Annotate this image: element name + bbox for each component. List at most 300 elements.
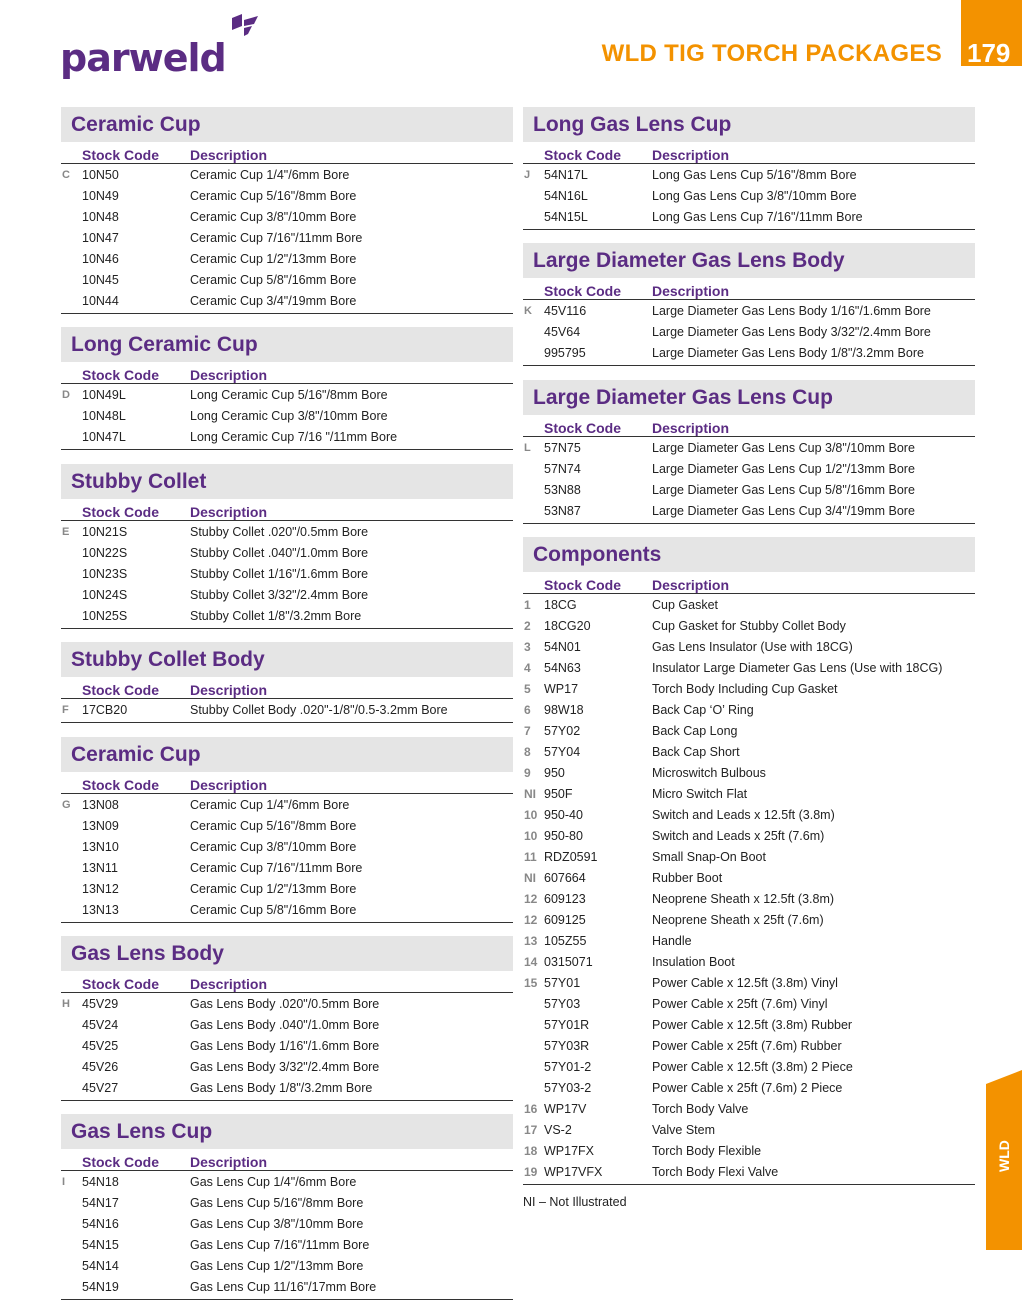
stock-code: 10N23S [82, 566, 128, 581]
description: Valve Stem [652, 1122, 715, 1137]
description: Gas Lens Body 1/8"/3.2mm Bore [190, 1080, 373, 1095]
table-row [61, 1035, 513, 1056]
row-key: H [62, 997, 70, 1010]
stock-code: 54N01 [544, 639, 581, 654]
row-key: C [62, 168, 70, 181]
table-row [61, 815, 513, 836]
section-gas-lens-body [61, 936, 513, 1101]
description: Large Diameter Gas Lens Cup 3/4"/19mm Bore [652, 503, 915, 518]
stock-code: 57N75 [544, 440, 581, 455]
row-key: 2 [524, 618, 531, 633]
stock-code: 10N48 [82, 209, 119, 224]
table-row [523, 300, 975, 321]
table-row [61, 993, 513, 1014]
description: Gas Lens Cup 7/16"/11mm Bore [190, 1237, 370, 1252]
description: Back Cap Short [652, 744, 740, 759]
row-key: 3 [524, 639, 531, 654]
stock-code: 995795 [544, 345, 586, 360]
stock-code: 950 [544, 765, 565, 780]
stock-code: 54N17 [82, 1195, 119, 1210]
stock-code: 13N11 [82, 860, 118, 875]
table-row [61, 248, 513, 269]
row-key: 16 [524, 1101, 538, 1116]
stock-code: 54N16 [82, 1216, 119, 1231]
row-key: 15 [524, 975, 538, 990]
table-row [523, 1098, 975, 1119]
row-key: K [524, 304, 532, 317]
row-key: 18 [524, 1143, 538, 1158]
table-row [523, 206, 975, 227]
description: Large Diameter Gas Lens Body 3/32"/2.4mm Bore [652, 324, 931, 339]
description-header: Description [190, 367, 268, 383]
table-row [61, 878, 513, 899]
description: Torch Body Flexi Valve [652, 1164, 779, 1179]
stock-code-header: Stock Code [544, 283, 622, 299]
row-key: I [62, 1175, 66, 1188]
description: Large Diameter Gas Lens Body 1/8"/3.2mm Bore [652, 345, 924, 360]
table-row [523, 699, 975, 720]
row-key: 5 [524, 681, 531, 696]
stock-code: 10N44 [82, 293, 119, 308]
table-row [523, 762, 975, 783]
table-row [61, 269, 513, 290]
table-row [61, 699, 513, 720]
table-rows [61, 164, 513, 314]
table-rows [61, 993, 513, 1101]
description: Large Diameter Gas Lens Cup 3/8"/10mm Bore [652, 440, 915, 455]
description: Large Diameter Gas Lens Cup 5/8"/16mm Bore [652, 482, 915, 497]
description: Ceramic Cup 5/8"/16mm Bore [190, 902, 357, 917]
description: Stubby Collet 1/8"/3.2mm Bore [190, 608, 362, 623]
table-row [523, 1161, 975, 1182]
table-row [61, 1234, 513, 1255]
table-row [61, 1276, 513, 1297]
description: Ceramic Cup 1/4"/6mm Bore [190, 167, 350, 182]
description: Power Cable x 12.5ft (3.8m) Vinyl [652, 975, 838, 990]
table-row [523, 615, 975, 636]
stock-code: 57Y04 [544, 744, 581, 759]
row-key: F [62, 703, 69, 716]
table-row [61, 384, 513, 405]
stock-code: 105Z55 [544, 933, 587, 948]
table-row [523, 479, 975, 500]
table-row [523, 437, 975, 458]
description-header: Description [190, 976, 268, 992]
description: Stubby Collet 3/32"/2.4mm Bore [190, 587, 369, 602]
description: Gas Lens Body .020"/0.5mm Bore [190, 996, 380, 1011]
section-ceramic-cup-g [61, 737, 513, 923]
section-title: Long Gas Lens Cup [523, 107, 975, 142]
description: Ceramic Cup 5/8"/16mm Bore [190, 272, 357, 287]
table-row [523, 678, 975, 699]
description: Back Cap ‘O’ Ring [652, 702, 754, 717]
stock-code-header: Stock Code [82, 976, 160, 992]
table-row [523, 1077, 975, 1098]
stock-code: WP17FX [544, 1143, 595, 1158]
description: Small Snap-On Boot [652, 849, 766, 864]
stock-code: 57Y03 [544, 996, 581, 1011]
description: Ceramic Cup 3/8"/10mm Bore [190, 839, 357, 854]
table-row [523, 888, 975, 909]
table-row [61, 405, 513, 426]
stock-code: 607664 [544, 870, 586, 885]
description: Stubby Collet .040"/1.0mm Bore [190, 545, 369, 560]
logo-wordmark: parweld [60, 36, 226, 80]
table-row [61, 164, 513, 185]
row-key: NI [524, 786, 536, 801]
section-gas-lens-cup [61, 1114, 513, 1300]
stock-code: 45V26 [82, 1059, 119, 1074]
row-key: NI [524, 870, 536, 885]
table-row [61, 1014, 513, 1035]
table-row [523, 972, 975, 993]
section-components [523, 537, 975, 1185]
row-key: 13 [524, 933, 538, 948]
stock-code: 45V64 [544, 324, 581, 339]
table-row [523, 594, 975, 615]
row-key: J [524, 168, 531, 181]
row-key: 9 [524, 765, 531, 780]
description: Torch Body Including Cup Gasket [652, 681, 838, 696]
stock-code: 45V116 [544, 303, 587, 318]
section-large-diameter-gas-lens-body [523, 243, 975, 366]
table-row [61, 1171, 513, 1192]
description: Ceramic Cup 1/2"/13mm Bore [190, 881, 357, 896]
stock-code: 10N49L [82, 387, 126, 402]
stock-code-header: Stock Code [82, 1154, 160, 1170]
description: Ceramic Cup 3/4"/19mm Bore [190, 293, 357, 308]
table-row [61, 1213, 513, 1234]
stock-code: 57Y03-2 [544, 1080, 592, 1095]
stock-code: 10N24S [82, 587, 128, 602]
table-rows [61, 699, 513, 723]
stock-code: 57N74 [544, 461, 581, 476]
table-row [61, 206, 513, 227]
description: Long Gas Lens Cup 3/8"/10mm Bore [652, 188, 857, 203]
stock-code-header: Stock Code [544, 147, 622, 163]
stock-code-header: Stock Code [82, 147, 160, 163]
stock-code: 57Y03R [544, 1038, 590, 1053]
description: Gas Lens Cup 5/16"/8mm Bore [190, 1195, 364, 1210]
section-stubby-collet-body [61, 642, 513, 723]
stock-code: 10N48L [82, 408, 126, 423]
description-header: Description [190, 504, 268, 520]
description-header: Description [190, 777, 268, 793]
stock-code: 57Y01-2 [544, 1059, 592, 1074]
description-header: Description [652, 147, 730, 163]
stock-code-header: Stock Code [544, 577, 622, 593]
table-row [523, 804, 975, 825]
stock-code: 950-40 [544, 807, 583, 822]
stock-code: 54N16L [544, 188, 588, 203]
table-rows [523, 300, 975, 366]
stock-code: 54N63 [544, 660, 581, 675]
row-key: 8 [524, 744, 531, 759]
description: Large Diameter Gas Lens Cup 1/2"/13mm Bore [652, 461, 915, 476]
section-title: Stubby Collet [61, 464, 513, 499]
column-headers [61, 772, 513, 794]
stock-code: 10N47 [82, 230, 119, 245]
table-row [523, 1035, 975, 1056]
stock-code: 53N88 [544, 482, 581, 497]
table-row [523, 321, 975, 342]
description: Ceramic Cup 7/16"/11mm Bore [190, 230, 363, 245]
table-row [523, 185, 975, 206]
description: Gas Lens Body 1/16"/1.6mm Bore [190, 1038, 380, 1053]
stock-code: 10N45 [82, 272, 119, 287]
table-row [523, 951, 975, 972]
description: Cup Gasket [652, 597, 719, 612]
stock-code: 10N21S [82, 524, 128, 539]
column-headers [523, 278, 975, 300]
description: Back Cap Long [652, 723, 738, 738]
row-key: L [524, 441, 531, 454]
stock-code: 57Y01R [544, 1017, 590, 1032]
table-row [523, 846, 975, 867]
description: Long Ceramic Cup 5/16"/8mm Bore [190, 387, 388, 402]
section-long-ceramic-cup [61, 327, 513, 450]
table-row [523, 930, 975, 951]
description: Ceramic Cup 5/16"/8mm Bore [190, 818, 357, 833]
column-headers [523, 142, 975, 164]
section-title: Large Diameter Gas Lens Cup [523, 380, 975, 415]
page-title: WLD TIG TORCH PACKAGES [601, 40, 942, 67]
row-key: 12 [524, 912, 538, 927]
side-tab-notch [986, 1070, 1022, 1084]
table-row [523, 657, 975, 678]
table-row [61, 227, 513, 248]
page-number: 179 [967, 38, 1011, 66]
table-rows [523, 164, 975, 230]
description: Neoprene Sheath x 12.5ft (3.8m) [652, 891, 835, 906]
row-key: G [62, 798, 71, 811]
stock-code: 54N18 [82, 1174, 119, 1189]
table-row [61, 1077, 513, 1098]
table-row [523, 993, 975, 1014]
description-header: Description [190, 147, 268, 163]
description-header: Description [190, 1154, 268, 1170]
description: Ceramic Cup 1/4"/6mm Bore [190, 797, 350, 812]
stock-code: 54N15L [544, 209, 588, 224]
table-row [523, 1014, 975, 1035]
table-row [523, 720, 975, 741]
column-headers [523, 415, 975, 437]
parweld-flag-icon [228, 14, 260, 46]
description: Cup Gasket for Stubby Collet Body [652, 618, 846, 633]
stock-code: 10N25S [82, 608, 128, 623]
stock-code: WP17V [544, 1101, 587, 1116]
stock-code: 54N15 [82, 1237, 119, 1252]
stock-code-header: Stock Code [82, 682, 160, 698]
stock-code: 45V29 [82, 996, 119, 1011]
stock-code: 10N46 [82, 251, 119, 266]
stock-code: 53N87 [544, 503, 581, 518]
description: Long Ceramic Cup 3/8"/10mm Bore [190, 408, 388, 423]
description: Gas Lens Cup 1/2"/13mm Bore [190, 1258, 364, 1273]
description: Ceramic Cup 5/16"/8mm Bore [190, 188, 357, 203]
row-key: 14 [524, 954, 538, 969]
description: Gas Lens Cup 3/8"/10mm Bore [190, 1216, 364, 1231]
table-rows [61, 384, 513, 450]
stock-code: 10N49 [82, 188, 119, 203]
section-stubby-collet [61, 464, 513, 629]
table-row [523, 342, 975, 363]
stock-code: 18CG20 [544, 618, 591, 633]
description: Long Gas Lens Cup 5/16"/8mm Bore [652, 167, 857, 182]
section-title: Gas Lens Cup [61, 1114, 513, 1149]
description: Insulation Boot [652, 954, 735, 969]
footnote: NI – Not Illustrated [523, 1195, 627, 1209]
description: Stubby Collet .020"/0.5mm Bore [190, 524, 369, 539]
section-title: Gas Lens Body [61, 936, 513, 971]
description-header: Description [652, 283, 730, 299]
stock-code: WP17VFX [544, 1164, 603, 1179]
stock-code-header: Stock Code [82, 367, 160, 383]
description: Insulator Large Diameter Gas Lens (Use with 18CG) [652, 660, 943, 675]
row-key: D [62, 388, 70, 401]
row-key: 11 [524, 849, 537, 864]
stock-code: 17CB20 [82, 702, 128, 717]
table-row [61, 426, 513, 447]
table-rows [61, 1171, 513, 1300]
description-header: Description [190, 682, 268, 698]
description-header: Description [652, 577, 730, 593]
table-row [61, 1056, 513, 1077]
description: Power Cable x 25ft (7.6m) 2 Piece [652, 1080, 843, 1095]
stock-code: 13N08 [82, 797, 119, 812]
table-row [61, 1192, 513, 1213]
description: Power Cable x 12.5ft (3.8m) 2 Piece [652, 1059, 853, 1074]
stock-code: 45V27 [82, 1080, 119, 1095]
table-row [61, 899, 513, 920]
section-long-gas-lens-cup [523, 107, 975, 230]
stock-code: RDZ0591 [544, 849, 598, 864]
table-row [61, 584, 513, 605]
row-key: 10 [524, 828, 538, 843]
description: Stubby Collet 1/16"/1.6mm Bore [190, 566, 369, 581]
description: Ceramic Cup 7/16"/11mm Bore [190, 860, 363, 875]
stock-code: 54N14 [82, 1258, 119, 1273]
description: Long Ceramic Cup 7/16 "/11mm Bore [190, 429, 398, 444]
row-key: 19 [524, 1164, 538, 1179]
section-title: Large Diameter Gas Lens Body [523, 243, 975, 278]
table-row [523, 867, 975, 888]
stock-code: 18CG [544, 597, 577, 612]
table-row [61, 794, 513, 815]
description-header: Description [652, 420, 730, 436]
column-headers [61, 677, 513, 699]
stock-code: VS-2 [544, 1122, 572, 1137]
row-key: 10 [524, 807, 538, 822]
description: Long Gas Lens Cup 7/16"/11mm Bore [652, 209, 863, 224]
stock-code: 10N47L [82, 429, 126, 444]
table-row [61, 836, 513, 857]
table-row [523, 636, 975, 657]
section-large-diameter-gas-lens-cup [523, 380, 975, 524]
table-row [61, 605, 513, 626]
stock-code-header: Stock Code [82, 777, 160, 793]
table-row [61, 185, 513, 206]
stock-code: 609123 [544, 891, 586, 906]
side-tab-label: WLD [996, 1140, 1012, 1172]
stock-code: 98W18 [544, 702, 584, 717]
stock-code: 57Y01 [544, 975, 581, 990]
description: Ceramic Cup 1/2"/13mm Bore [190, 251, 357, 266]
description: Handle [652, 933, 692, 948]
description: Rubber Boot [652, 870, 723, 885]
row-key: 1 [524, 597, 531, 612]
description: Micro Switch Flat [652, 786, 748, 801]
section-title: Ceramic Cup [61, 737, 513, 772]
section-title: Long Ceramic Cup [61, 327, 513, 362]
column-headers [61, 971, 513, 993]
column-headers [61, 362, 513, 384]
column-headers [61, 142, 513, 164]
table-row [523, 741, 975, 762]
table-rows [523, 594, 975, 1185]
description: Power Cable x 25ft (7.6m) Vinyl [652, 996, 828, 1011]
column-headers [523, 572, 975, 594]
stock-code: 54N19 [82, 1279, 119, 1294]
stock-code: 57Y02 [544, 723, 581, 738]
table-row [523, 164, 975, 185]
stock-code: 13N12 [82, 881, 119, 896]
stock-code: 950F [544, 786, 573, 801]
description: Large Diameter Gas Lens Body 1/16"/1.6mm Bore [652, 303, 931, 318]
table-row [523, 500, 975, 521]
table-row [61, 290, 513, 311]
stock-code: 45V24 [82, 1017, 119, 1032]
stock-code: 950-80 [544, 828, 583, 843]
column-headers [61, 499, 513, 521]
stock-code: 13N13 [82, 902, 119, 917]
table-row [61, 857, 513, 878]
stock-code: 609125 [544, 912, 586, 927]
row-key: 12 [524, 891, 538, 906]
description: Switch and Leads x 12.5ft (3.8m) [652, 807, 835, 822]
table-row [61, 563, 513, 584]
stock-code: WP17 [544, 681, 579, 696]
stock-code: 10N22S [82, 545, 128, 560]
stock-code-header: Stock Code [82, 504, 160, 520]
description: Gas Lens Cup 1/4"/6mm Bore [190, 1174, 357, 1189]
stock-code: 54N17L [544, 167, 588, 182]
section-title: Stubby Collet Body [61, 642, 513, 677]
stock-code-header: Stock Code [544, 420, 622, 436]
description: Stubby Collet Body .020"-1/8"/0.5-3.2mm Bore [190, 702, 448, 717]
row-key: 6 [524, 702, 531, 717]
description: Gas Lens Insulator (Use with 18CG) [652, 639, 853, 654]
stock-code: 45V25 [82, 1038, 119, 1053]
table-row [61, 1255, 513, 1276]
description: Microswitch Bulbous [652, 765, 766, 780]
row-key: E [62, 525, 70, 538]
description: Switch and Leads x 25ft (7.6m) [652, 828, 825, 843]
table-row [523, 1119, 975, 1140]
parweld-logo [60, 14, 270, 78]
section-title: Ceramic Cup [61, 107, 513, 142]
description: Power Cable x 25ft (7.6m) Rubber [652, 1038, 842, 1053]
table-row [61, 521, 513, 542]
stock-code: 13N09 [82, 818, 119, 833]
description: Ceramic Cup 3/8"/10mm Bore [190, 209, 357, 224]
row-key: 7 [524, 723, 531, 738]
description: Power Cable x 12.5ft (3.8m) Rubber [652, 1017, 853, 1032]
table-row [523, 1140, 975, 1161]
description: Gas Lens Cup 11/16"/17mm Bore [190, 1279, 377, 1294]
description: Neoprene Sheath x 25ft (7.6m) [652, 912, 824, 927]
table-rows [523, 437, 975, 524]
